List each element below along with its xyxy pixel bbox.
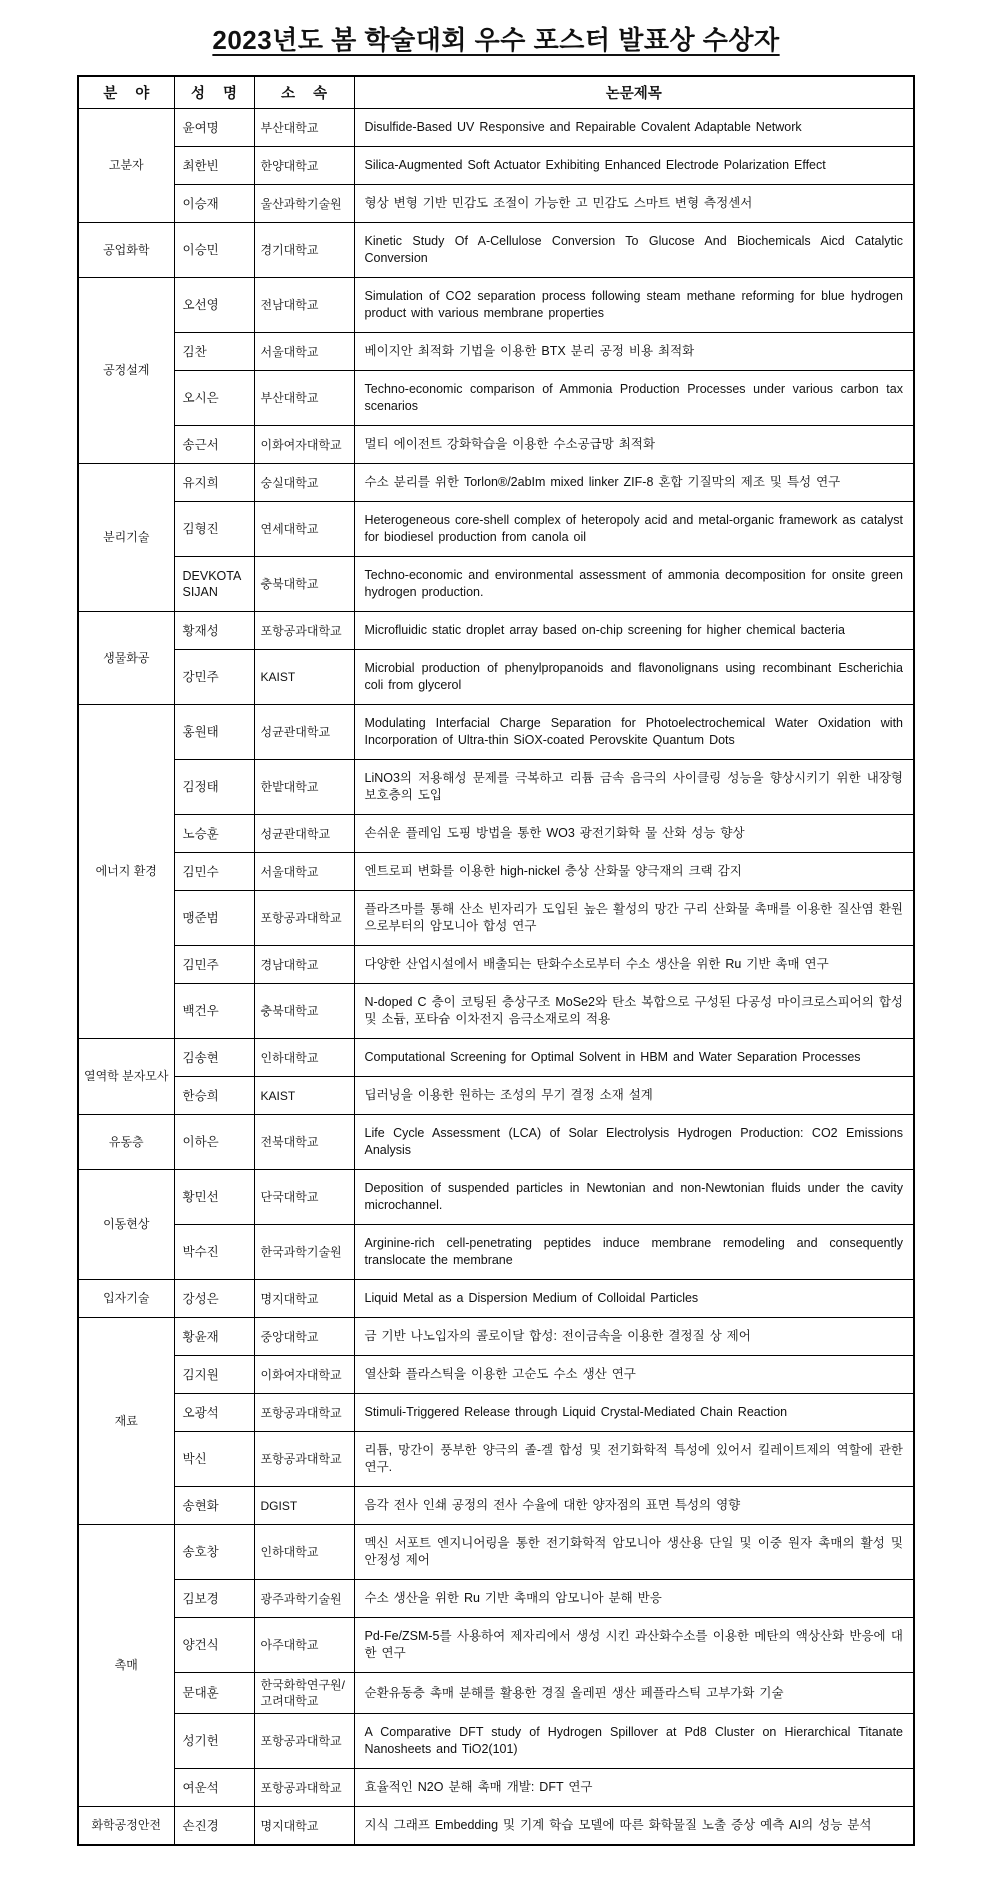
table-row <box>78 109 914 147</box>
paper-title-cell: 효율적인 N2O 분해 촉매 개발: DFT 연구 <box>354 1769 914 1807</box>
affiliation-cell: KAIST <box>254 650 354 705</box>
column-header-affiliation: 소 속 <box>254 76 354 109</box>
name-cell: 노승훈 <box>174 815 254 853</box>
name-cell: 김민수 <box>174 853 254 891</box>
affiliation-cell: 아주대학교 <box>254 1618 354 1673</box>
paper-title-cell: 형상 변형 기반 민감도 조절이 가능한 고 민감도 스마트 변형 측정센서 <box>354 185 914 223</box>
affiliation-cell: 충북대학교 <box>254 557 354 612</box>
name-cell: 오광석 <box>174 1394 254 1432</box>
affiliation-cell: 연세대학교 <box>254 502 354 557</box>
affiliation-cell: 명지대학교 <box>254 1280 354 1318</box>
name-cell: 홍원태 <box>174 705 254 760</box>
name-cell: 손진경 <box>174 1807 254 1846</box>
paper-title-cell: 금 기반 나노입자의 콜로이달 합성: 전이금속을 이용한 결정질 상 제어 <box>354 1318 914 1356</box>
name-cell: 문대훈 <box>174 1673 254 1714</box>
field-cell: 재료 <box>78 1318 174 1525</box>
paper-title-cell: Heterogeneous core-shell complex of heteropoly acid and metal-organic framework as catalyst for biodiesel production from canola oil <box>354 502 914 557</box>
affiliation-cell: 부산대학교 <box>254 109 354 147</box>
paper-title-cell: 멀티 에이전트 강화학습을 이용한 수소공급망 최적화 <box>354 426 914 464</box>
table-row <box>78 1714 914 1769</box>
table-row <box>78 705 914 760</box>
name-cell: 오선영 <box>174 278 254 333</box>
field-cell: 이동현상 <box>78 1170 174 1280</box>
paper-title-cell: Pd-Fe/ZSM-5를 사용하여 제자리에서 생성 시킨 과산화수소를 이용한 메탄의 액상산화 반응에 대한 연구 <box>354 1618 914 1673</box>
table-row <box>78 891 914 946</box>
name-cell: 이승민 <box>174 223 254 278</box>
affiliation-cell: 전남대학교 <box>254 278 354 333</box>
name-cell: 오시은 <box>174 371 254 426</box>
affiliation-cell: 부산대학교 <box>254 371 354 426</box>
paper-title-cell: Modulating Interfacial Charge Separation for Photoelectrochemical Water Oxidation with Incorporation of Ultra-thin SiOX-coated Perovskite Quantum Dots <box>354 705 914 760</box>
paper-title-cell: 지식 그래프 Embedding 및 기계 학습 모델에 따른 화학물질 노출 증상 예측 AI의 성능 분석 <box>354 1807 914 1846</box>
name-cell: 양건식 <box>174 1618 254 1673</box>
affiliation-cell: 인하대학교 <box>254 1525 354 1580</box>
affiliation-cell: 포항공과대학교 <box>254 1432 354 1487</box>
name-cell: 한승희 <box>174 1077 254 1115</box>
page-title: 2023년도 봄 학술대회 우수 포스터 발표상 수상자 <box>212 25 780 55</box>
paper-title-cell: 수소 분리를 위한 Torlon®/2abIm mixed linker ZIF-8 혼합 기질막의 제조 및 특성 연구 <box>354 464 914 502</box>
paper-title-cell: 플라즈마를 통해 산소 빈자리가 도입된 높은 활성의 망간 구리 산화물 촉매를 이용한 질산염 환원으로부터의 암모니아 합성 연구 <box>354 891 914 946</box>
paper-title-cell: 손쉬운 플레임 도핑 방법을 통한 WO3 광전기화학 물 산화 성능 향상 <box>354 815 914 853</box>
field-cell: 에너지 환경 <box>78 705 174 1039</box>
table-row <box>78 984 914 1039</box>
winners-table <box>77 75 915 1846</box>
field-cell: 공정설계 <box>78 278 174 464</box>
table-row <box>78 1807 914 1846</box>
field-cell: 입자기술 <box>78 1280 174 1318</box>
affiliation-cell: 이화여자대학교 <box>254 426 354 464</box>
table-row <box>78 1115 914 1170</box>
affiliation-cell: 단국대학교 <box>254 1170 354 1225</box>
table-row <box>78 1487 914 1525</box>
field-cell: 화학공정안전 <box>78 1807 174 1846</box>
name-cell: 백건우 <box>174 984 254 1039</box>
table-row <box>78 1356 914 1394</box>
affiliation-cell: 명지대학교 <box>254 1807 354 1846</box>
paper-title-cell: Computational Screening for Optimal Solvent in HBM and Water Separation Processes <box>354 1039 914 1077</box>
table-row <box>78 1673 914 1714</box>
paper-title-cell: 순환유동층 촉매 분해를 활용한 경질 올레핀 생산 페플라스틱 고부가화 기술 <box>354 1673 914 1714</box>
paper-title-cell: Stimuli-Triggered Release through Liquid Crystal-Mediated Chain Reaction <box>354 1394 914 1432</box>
paper-title-cell: Simulation of CO2 separation process following steam methane reforming for blue hydrogen product with various membrane properties <box>354 278 914 333</box>
field-cell: 공업화학 <box>78 223 174 278</box>
column-header-field: 분 야 <box>78 76 174 109</box>
name-cell: 여운석 <box>174 1769 254 1807</box>
column-header-name: 성 명 <box>174 76 254 109</box>
table-row <box>78 1525 914 1580</box>
field-cell: 촉매 <box>78 1525 174 1807</box>
table-row <box>78 946 914 984</box>
paper-title-cell: Life Cycle Assessment (LCA) of Solar Electrolysis Hydrogen Production: CO2 Emissions Analysis <box>354 1115 914 1170</box>
name-cell: 김지원 <box>174 1356 254 1394</box>
affiliation-cell: 경기대학교 <box>254 223 354 278</box>
paper-title-cell: Liquid Metal as a Dispersion Medium of Colloidal Particles <box>354 1280 914 1318</box>
affiliation-cell: 인하대학교 <box>254 1039 354 1077</box>
table-row <box>78 426 914 464</box>
affiliation-cell: 한밭대학교 <box>254 760 354 815</box>
table-row <box>78 147 914 185</box>
affiliation-cell: 서울대학교 <box>254 333 354 371</box>
table-row <box>78 650 914 705</box>
paper-title-cell: LiNO3의 저용해성 문제를 극복하고 리튬 금속 음극의 사이클링 성능을 향상시키기 위한 내장형 보호층의 도입 <box>354 760 914 815</box>
table-row <box>78 815 914 853</box>
affiliation-cell: 광주과학기술원 <box>254 1580 354 1618</box>
table-row <box>78 1170 914 1225</box>
paper-title-cell: N-doped C 층이 코팅된 층상구조 MoSe2와 탄소 복합으로 구성된 다공성 마이크로스피어의 합성 및 소듐, 포타슘 이차전지 음극소재로의 적용 <box>354 984 914 1039</box>
table-row <box>78 1318 914 1356</box>
affiliation-cell: 한국과학기술원 <box>254 1225 354 1280</box>
affiliation-cell: 성균관대학교 <box>254 705 354 760</box>
paper-title-cell: 멕신 서포트 엔지니어링을 통한 전기화학적 암모니아 생산용 단일 및 이중 원자 촉매의 활성 및 안정성 제어 <box>354 1525 914 1580</box>
paper-title-cell: Silica-Augmented Soft Actuator Exhibiting Enhanced Electrode Polarization Effect <box>354 147 914 185</box>
affiliation-cell: 포항공과대학교 <box>254 612 354 650</box>
paper-title-cell: Techno-economic comparison of Ammonia Production Processes under various carbon tax scenarios <box>354 371 914 426</box>
affiliation-cell: 서울대학교 <box>254 853 354 891</box>
name-cell: 김정태 <box>174 760 254 815</box>
name-cell: 이하은 <box>174 1115 254 1170</box>
table-row <box>78 557 914 612</box>
table-row <box>78 278 914 333</box>
name-cell: 김보경 <box>174 1580 254 1618</box>
name-cell: 최한빈 <box>174 147 254 185</box>
paper-title-cell: Kinetic Study Of A-Cellulose Conversion To Glucose And Biochemicals Aicd Catalytic Conversion <box>354 223 914 278</box>
name-cell: 박신 <box>174 1432 254 1487</box>
table-row <box>78 333 914 371</box>
paper-title-cell: 베이지안 최적화 기법을 이용한 BTX 분리 공정 비용 최적화 <box>354 333 914 371</box>
name-cell: 이승재 <box>174 185 254 223</box>
paper-title-cell: 수소 생산을 위한 Ru 기반 촉매의 암모니아 분해 반응 <box>354 1580 914 1618</box>
table-row <box>78 185 914 223</box>
paper-title-cell: 엔트로피 변화를 이용한 high-nickel 층상 산화물 양극재의 크랙 감지 <box>354 853 914 891</box>
affiliation-cell: 중앙대학교 <box>254 1318 354 1356</box>
paper-title-cell: 열산화 플라스틱을 이용한 고순도 수소 생산 연구 <box>354 1356 914 1394</box>
name-cell: 강민주 <box>174 650 254 705</box>
name-cell: 김형진 <box>174 502 254 557</box>
table-row <box>78 1280 914 1318</box>
field-cell: 열역학 분자모사 <box>78 1039 174 1115</box>
name-cell: 송현화 <box>174 1487 254 1525</box>
table-row <box>78 371 914 426</box>
table-row <box>78 853 914 891</box>
name-cell: 윤여명 <box>174 109 254 147</box>
table-row <box>78 1225 914 1280</box>
name-cell: 강성은 <box>174 1280 254 1318</box>
name-cell: 김송현 <box>174 1039 254 1077</box>
affiliation-cell: 성균관대학교 <box>254 815 354 853</box>
paper-title-cell: Microbial production of phenylpropanoids and flavonolignans using recombinant Escherichia coli from glycerol <box>354 650 914 705</box>
table-header-row-inner <box>78 76 914 109</box>
paper-title-cell: Arginine-rich cell-penetrating peptides induce membrane remodeling and consequently translocate the membrane <box>354 1225 914 1280</box>
field-cell: 분리기술 <box>78 464 174 612</box>
paper-title-cell: Disulfide-Based UV Responsive and Repairable Covalent Adaptable Network <box>354 109 914 147</box>
paper-title-cell: Microfluidic static droplet array based on-chip screening for higher chemical bacteria <box>354 612 914 650</box>
affiliation-cell: 충북대학교 <box>254 984 354 1039</box>
name-cell: 박수진 <box>174 1225 254 1280</box>
name-cell: 황윤재 <box>174 1318 254 1356</box>
name-cell: 황재성 <box>174 612 254 650</box>
table-row <box>78 612 914 650</box>
table-row <box>78 502 914 557</box>
table-header-row <box>78 76 914 109</box>
affiliation-cell: 포항공과대학교 <box>254 1714 354 1769</box>
name-cell: 성기헌 <box>174 1714 254 1769</box>
table-row <box>78 223 914 278</box>
table-row <box>78 1394 914 1432</box>
table-row <box>78 1580 914 1618</box>
field-cell: 고분자 <box>78 109 174 223</box>
affiliation-cell: 숭실대학교 <box>254 464 354 502</box>
affiliation-cell: KAIST <box>254 1077 354 1115</box>
name-cell: 유지희 <box>174 464 254 502</box>
table-row <box>78 1769 914 1807</box>
affiliation-cell: 이화여자대학교 <box>254 1356 354 1394</box>
affiliation-cell: 울산과학기술원 <box>254 185 354 223</box>
affiliation-cell: 한국화학연구원/고려대학교 <box>254 1673 354 1714</box>
affiliation-cell: DGIST <box>254 1487 354 1525</box>
field-cell: 생물화공 <box>78 612 174 705</box>
name-cell: 송근서 <box>174 426 254 464</box>
table-row <box>78 1618 914 1673</box>
paper-title-cell: Deposition of suspended particles in Newtonian and non-Newtonian fluids under the cavity microchannel. <box>354 1170 914 1225</box>
name-cell: DEVKOTA SIJAN <box>174 557 254 612</box>
table-row <box>78 760 914 815</box>
affiliation-cell: 전북대학교 <box>254 1115 354 1170</box>
table-row <box>78 1039 914 1077</box>
name-cell: 황민선 <box>174 1170 254 1225</box>
paper-title-cell: Techno-economic and environmental assessment of ammonia decomposition for onsite green hydrogen production. <box>354 557 914 612</box>
affiliation-cell: 포항공과대학교 <box>254 891 354 946</box>
affiliation-cell: 포항공과대학교 <box>254 1769 354 1807</box>
name-cell: 김찬 <box>174 333 254 371</box>
table-row <box>78 1432 914 1487</box>
paper-title-cell: 딥러닝을 이용한 원하는 조성의 무기 결정 소재 설계 <box>354 1077 914 1115</box>
paper-title-cell: A Comparative DFT study of Hydrogen Spillover at Pd8 Cluster on Hierarchical Titanate Nanosheets and TiO2(101) <box>354 1714 914 1769</box>
field-cell: 유동층 <box>78 1115 174 1170</box>
table-body <box>78 109 914 1846</box>
column-header-paper-title: 논문제목 <box>354 76 914 109</box>
name-cell: 송호창 <box>174 1525 254 1580</box>
affiliation-cell: 포항공과대학교 <box>254 1394 354 1432</box>
name-cell: 김민주 <box>174 946 254 984</box>
table-row <box>78 464 914 502</box>
paper-title-cell: 리튬, 망간이 풍부한 양극의 졸-겔 합성 및 전기화학적 특성에 있어서 킬레이트제의 역할에 관한 연구. <box>354 1432 914 1487</box>
name-cell: 맹준범 <box>174 891 254 946</box>
table-row <box>78 1077 914 1115</box>
paper-title-cell: 음각 전사 인쇄 공정의 전사 수율에 대한 양자점의 표면 특성의 영향 <box>354 1487 914 1525</box>
paper-title-cell: 다양한 산업시설에서 배출되는 탄화수소로부터 수소 생산을 위한 Ru 기반 촉매 연구 <box>354 946 914 984</box>
affiliation-cell: 한양대학교 <box>254 147 354 185</box>
affiliation-cell: 경남대학교 <box>254 946 354 984</box>
